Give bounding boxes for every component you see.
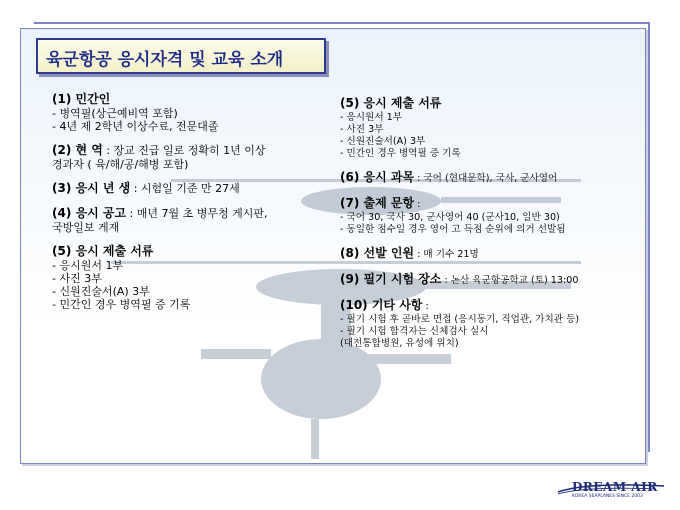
section-inline-text: : 시험일 기준 만 27세 xyxy=(130,182,240,195)
logo-tagline: KOREA SEAPLANES SINCE 2003 xyxy=(572,494,643,499)
section-line: - 4년 제 2학년 이상수료, 전문대졸 xyxy=(52,120,219,133)
section-inline-text: : xyxy=(414,199,421,210)
section-heading-text: (3) 응시 년 생 xyxy=(52,181,131,195)
section-line: - 국어 30, 국사 30, 군사영어 40 (군사10, 일반 30) xyxy=(340,212,560,223)
section xyxy=(340,96,640,160)
section-heading xyxy=(52,181,322,196)
section-inline-text: : 국어 (현대문학), 국사, 군사영어 xyxy=(414,173,558,184)
section-heading xyxy=(340,170,640,186)
section-heading-text: (9) 필기 시험 장소 xyxy=(340,272,442,286)
section-line: - 사진 3부 xyxy=(340,124,384,135)
section xyxy=(52,143,322,171)
section-line: - 동일한 점수일 경우 영어 고 득점 순위에 의거 선발됨 xyxy=(340,224,566,235)
section-line: 경과자 ( 육/해/공/해병 포함) xyxy=(52,158,189,171)
section xyxy=(340,272,640,288)
section xyxy=(340,196,640,236)
section-heading-text: (7) 출제 문항 xyxy=(340,196,415,210)
section-heading xyxy=(340,246,640,262)
section-heading-text: (2) 현 역 xyxy=(52,143,103,157)
section-inline-text: : xyxy=(422,301,429,312)
section-heading-text: (4) 응시 공고 xyxy=(52,206,127,220)
section-line: - 응시원서 1부 xyxy=(52,259,124,272)
section-line: - 필기 시험 후 곧바로 면접 (응시동기, 직업관, 가치관 등) xyxy=(340,314,580,325)
frame-right-rule xyxy=(648,22,650,452)
section-heading xyxy=(340,196,640,212)
section-inline-text: : 매년 7월 초 병무청 게시판, xyxy=(126,207,268,220)
section-line: - 필기 시험 합격자는 신체검사 실시 xyxy=(340,326,489,337)
section-heading xyxy=(52,244,322,259)
dream-air-logo xyxy=(556,478,666,504)
section-inline-text: : 논산 육군항공학교 (토) 13:00 xyxy=(441,275,579,286)
section-line: - 신원진술서(A) 3부 xyxy=(52,285,150,298)
section-heading xyxy=(340,298,640,314)
frame-top-rule xyxy=(34,22,650,24)
section xyxy=(52,92,322,133)
section-line: 국방일보 게재 xyxy=(52,221,120,234)
section-line: - 신원진술서(A) 3부 xyxy=(340,136,426,147)
section-line: - 병역필(상근예비역 포함) xyxy=(52,107,178,120)
section-heading xyxy=(52,92,322,107)
section xyxy=(340,246,640,262)
section-line: - 응시원서 1부 xyxy=(340,112,403,123)
right-column xyxy=(340,96,640,360)
section-line: - 민간인 경우 병역필 증 기록 xyxy=(52,298,191,311)
section-heading xyxy=(52,143,322,158)
title-box xyxy=(36,38,326,74)
section-heading-text: (6) 응시 과목 xyxy=(340,170,415,184)
section xyxy=(52,181,322,196)
section-heading-text: (8) 선발 인원 xyxy=(340,246,415,260)
section-heading-text: (5) 응시 제출 서류 xyxy=(52,244,154,258)
left-column xyxy=(52,92,322,321)
section-heading-text: (5) 응시 제출 서류 xyxy=(340,96,442,110)
section-heading xyxy=(340,272,640,288)
section xyxy=(340,298,640,350)
section-heading xyxy=(52,206,322,221)
section-line: (대전통합병원, 유성에 위치) xyxy=(340,338,459,349)
section-heading-text: (10) 기타 사항 xyxy=(340,298,423,312)
logo-name: DREAM AIR xyxy=(572,480,658,494)
section-line: - 민간인 경우 병역필 증 기록 xyxy=(340,148,461,159)
section-heading-text: (1) 민간인 xyxy=(52,92,111,106)
section-inline-text: : 장교 진급 일로 정확히 1년 이상 xyxy=(102,144,266,157)
page-title: 육군항공 응시자격 및 교육 소개 xyxy=(46,50,284,70)
section xyxy=(52,206,322,234)
section-inline-text: : 매 기수 21명 xyxy=(414,249,479,260)
section-line: - 사진 3부 xyxy=(52,272,102,285)
section-heading xyxy=(340,96,640,112)
section xyxy=(340,170,640,186)
section xyxy=(52,244,322,311)
